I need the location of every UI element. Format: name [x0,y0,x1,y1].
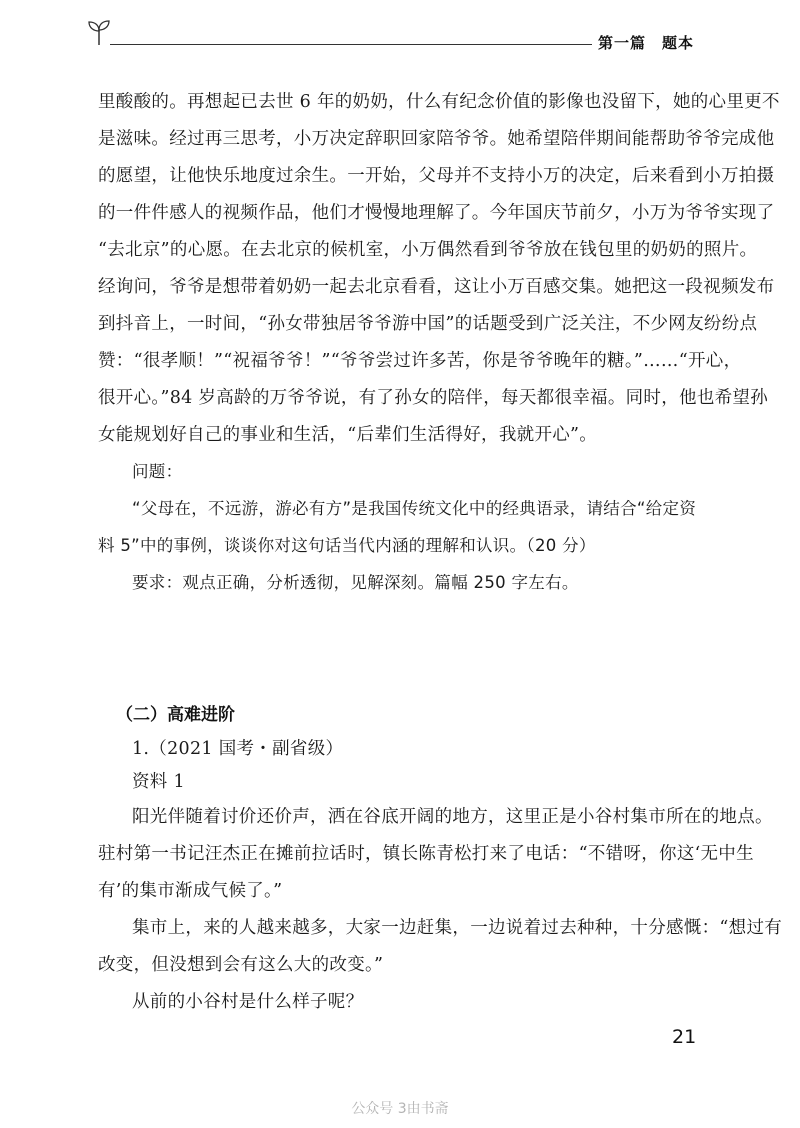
passage-line: 驻村第一书记汪杰正在摊前拉话时，镇长陈青松打来了电话：“不错呀，你这‘无中生 [98,844,754,864]
passage-line: 女能规划好自己的事业和生活，“后辈们生活得好，我就开心”。 [98,425,598,445]
question-label: 问题： [132,462,183,481]
running-title: 第一篇 题本 [598,34,695,52]
passage-line: 很开心。”84 岁高龄的万爷爷说，有了孙女的陪伴，每天都很幸福。同时，他也希望孙 [98,388,769,408]
page-number: 21 [672,1026,697,1048]
passage-line: 从前的小谷村是什么样子呢？ [132,992,364,1012]
passage-line: 集市上，来的人越来越多，大家一边赶集，一边说着过去种种，十分感慨：“想过有 [132,918,783,938]
passage-line: 经询问，爷爷是想带着奶奶一起去北京看看，这让小万百感交集。她把这一段视频发布 [98,277,775,297]
passage-line: 改变，但没想到会有这么大的改变。” [98,955,384,975]
item-number: 1.（2021 国考・副省级） [132,739,344,759]
passage-line: 的愿望，让他快乐地度过余生。一开始，父母并不支持小万的决定，后来看到小万拍摄 [98,166,775,186]
section-heading: （二）高难进阶 [116,705,235,725]
passage-line: 里酸酸的。再想起已去世 6 年的奶奶，什么有纪念价值的影像也没留下，她的心里更不 [98,92,780,112]
passage-line: 有’的集市渐成气候了。” [98,881,283,901]
passage-line: “去北京”的心愿。在去北京的候机室，小万偶然看到爷爷放在钱包里的奶奶的照片。 [98,240,758,260]
passage-line: 的一件件感人的视频作品，他们才慢慢地理解了。今年国庆节前夕，小万为爷爷实现了 [98,203,775,223]
watermark: 公众号 3由书斋 [351,1101,449,1117]
sprout-icon [86,18,112,46]
material-title: 资料 1 [132,772,185,792]
passage-line: 阳光伴随着讨价还价声，洒在谷底开阔的地方，这里正是小谷村集市所在的地点。 [132,807,773,827]
page-header [0,0,800,60]
header-rule [110,44,592,45]
passage-line: 是滋味。经过再三思考，小万决定辞职回家陪爷爷。她希望陪伴期间能帮助爷爷完成他 [98,129,775,149]
question-line: “父母在，不远游，游必有方”是我国传统文化中的经典语录，请结合“给定资 [132,499,697,518]
passage-line: 赞：“很孝顺！”“祝福爷爷！”“爷爷尝过许多苦，你是爷爷晚年的糖。”……“开心， [98,351,742,371]
question-line: 料 5”中的事例，谈谈你对这句话当代内涵的理解和认识。（20 分） [98,536,596,555]
question-requirement: 要求：观点正确，分析透彻，见解深刻。篇幅 250 字左右。 [132,573,579,592]
passage-line: 到抖音上，一时间，“孙女带独居爷爷游中国”的话题受到广泛关注，不少网友纷纷点 [98,314,758,334]
